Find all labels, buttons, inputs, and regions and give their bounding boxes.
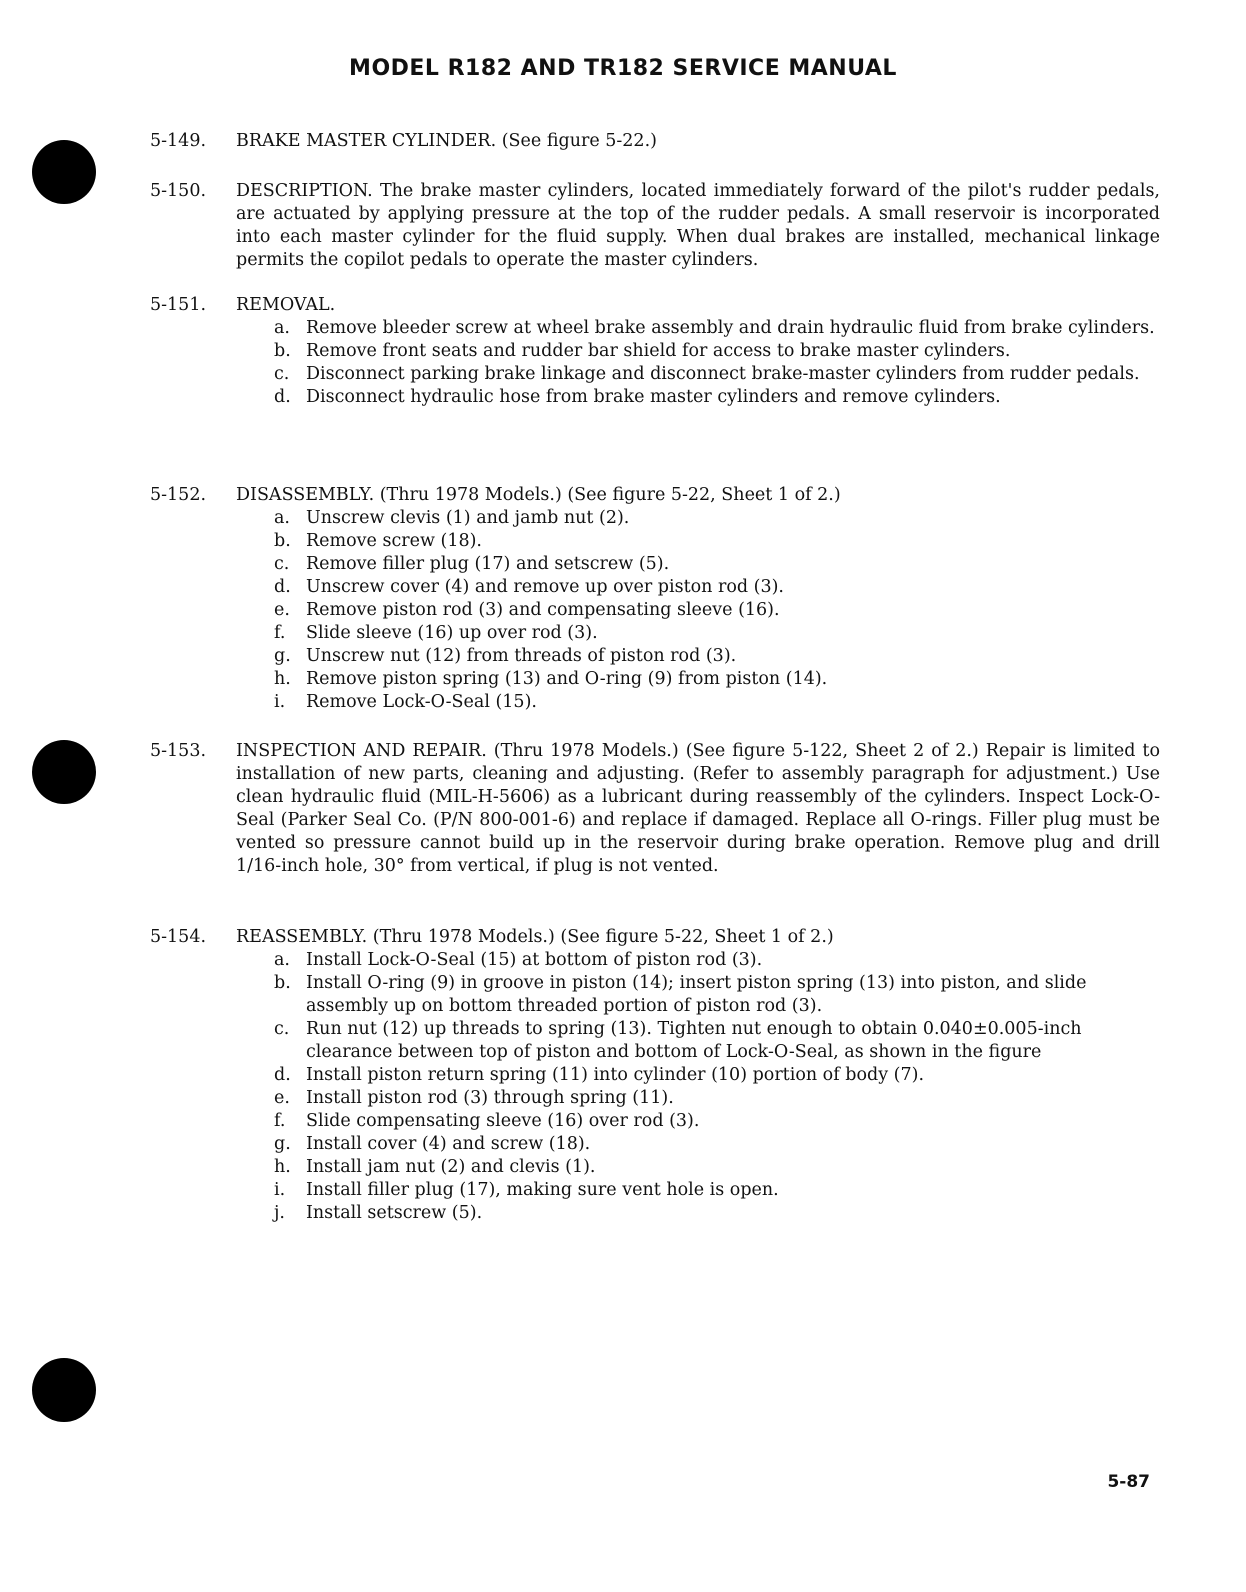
- section-text: (Thru 1978 Models.) (See figure 5-122, Sheet 2 of 2.) Repair is limited to installation of new parts, cleaning and adjusting. (Refer to assembly paragraph for adjustment.) Use clean hydraulic fluid (MIL-H-5606) as a lubricant during reassembly of the cylinders. Inspect Lock-O-Seal (Parker Seal Co. (P/N 800-001-6) and replace if damaged. Replace all O-rings. Filler plug must be vented so pressure cannot build up in the reservoir during brake operation. Remove plug and drill 1/16-inch hole, 30° from vertical, if plug is not vented.: [236, 741, 1160, 876]
- section-text: The brake master cylinders, located immediately forward of the pilot's rudder pedals, are actuated by applying pressure at the top of the rudder pedals. A small reservoir is incorporated into each master cylinder for the fluid supply. When dual brakes are installed, mechanical linkage permits the copilot pedals to operate the master cylinders.: [236, 181, 1160, 270]
- page-number: 5-87: [1107, 1472, 1150, 1492]
- list-item: e. Remove piston rod (3) and compensating sleeve (16).: [274, 600, 780, 620]
- list-item: c. Remove filler plug (17) and setscrew (5).: [274, 554, 670, 574]
- list-item: c. Disconnect parking brake linkage and disconnect brake-master cylinders from rudder pedals.: [274, 364, 1140, 384]
- section-number: 5-150.: [150, 181, 207, 201]
- binder-hole: [32, 140, 96, 204]
- list-item: i. Install filler plug (17), making sure vent hole is open.: [274, 1180, 779, 1200]
- section-number: 5-154.: [150, 927, 207, 947]
- section-number: 5-153.: [150, 741, 207, 761]
- section-number: 5-152.: [150, 485, 207, 505]
- section-title: DISASSEMBLY.: [236, 485, 375, 505]
- list-item: h. Install jam nut (2) and clevis (1).: [274, 1157, 596, 1177]
- section-title: DESCRIPTION.: [236, 181, 373, 201]
- list-item: g. Unscrew nut (12) from threads of piston rod (3).: [274, 646, 737, 666]
- list-item: f. Slide compensating sleeve (16) over rod (3).: [274, 1111, 700, 1131]
- step-list: [236, 317, 1160, 409]
- section-brake-master-cylinder: [150, 130, 1160, 153]
- list-item: a. Unscrew clevis (1) and jamb nut (2).: [274, 508, 630, 528]
- section-reassembly: [150, 926, 1160, 1225]
- section-title: REMOVAL.: [236, 295, 336, 315]
- list-item: b. Install O-ring (9) in groove in piston (14); insert piston spring (13) into piston, and slide assembly up on bottom threaded portion of piston rod (3).: [274, 973, 1087, 1016]
- section-number: 5-149.: [150, 131, 207, 151]
- list-item: i. Remove Lock-O-Seal (15).: [274, 692, 537, 712]
- list-item: c. Run nut (12) up threads to spring (13). Tighten nut enough to obtain 0.040±0.005-inch clearance between top of piston and bottom of Lock-O-Seal, as shown in the figure: [274, 1019, 1082, 1062]
- list-item: b. Remove front seats and rudder bar shield for access to brake master cylinders.: [274, 341, 1011, 361]
- list-item: d. Unscrew cover (4) and remove up over piston rod (3).: [274, 577, 784, 597]
- section-text: (Thru 1978 Models.) (See figure 5-22, Sheet 1 of 2.): [379, 485, 841, 505]
- binder-hole: [32, 740, 96, 804]
- section-number: 5-151.: [150, 295, 207, 315]
- section-title: INSPECTION AND REPAIR.: [236, 741, 487, 761]
- section-text: (See figure 5-22.): [501, 131, 657, 151]
- section-description: [150, 180, 1160, 272]
- section-text: (Thru 1978 Models.) (See figure 5-22, Sheet 1 of 2.): [372, 927, 834, 947]
- list-item: h. Remove piston spring (13) and O-ring (9) from piston (14).: [274, 669, 828, 689]
- list-item: d. Disconnect hydraulic hose from brake master cylinders and remove cylinders.: [274, 387, 1001, 407]
- section-disassembly: [150, 484, 1160, 714]
- step-list: [236, 507, 1160, 714]
- list-item: e. Install piston rod (3) through spring (11).: [274, 1088, 674, 1108]
- list-item: j. Install setscrew (5).: [274, 1203, 483, 1223]
- list-item: a. Remove bleeder screw at wheel brake assembly and drain hydraulic fluid from brake cylinders.: [274, 318, 1155, 338]
- list-item: b. Remove screw (18).: [274, 531, 482, 551]
- page-title: MODEL R182 AND TR182 SERVICE MANUAL: [349, 56, 897, 81]
- section-title: BRAKE MASTER CYLINDER.: [236, 131, 497, 151]
- binder-hole: [32, 1358, 96, 1422]
- step-list: [236, 949, 1160, 1225]
- section-removal: [150, 294, 1160, 409]
- list-item: f. Slide sleeve (16) up over rod (3).: [274, 623, 598, 643]
- section-inspection-and-repair: [150, 740, 1160, 878]
- section-title: REASSEMBLY.: [236, 927, 368, 947]
- list-item: a. Install Lock-O-Seal (15) at bottom of piston rod (3).: [274, 950, 763, 970]
- list-item: d. Install piston return spring (11) into cylinder (10) portion of body (7).: [274, 1065, 925, 1085]
- list-item: g. Install cover (4) and screw (18).: [274, 1134, 591, 1154]
